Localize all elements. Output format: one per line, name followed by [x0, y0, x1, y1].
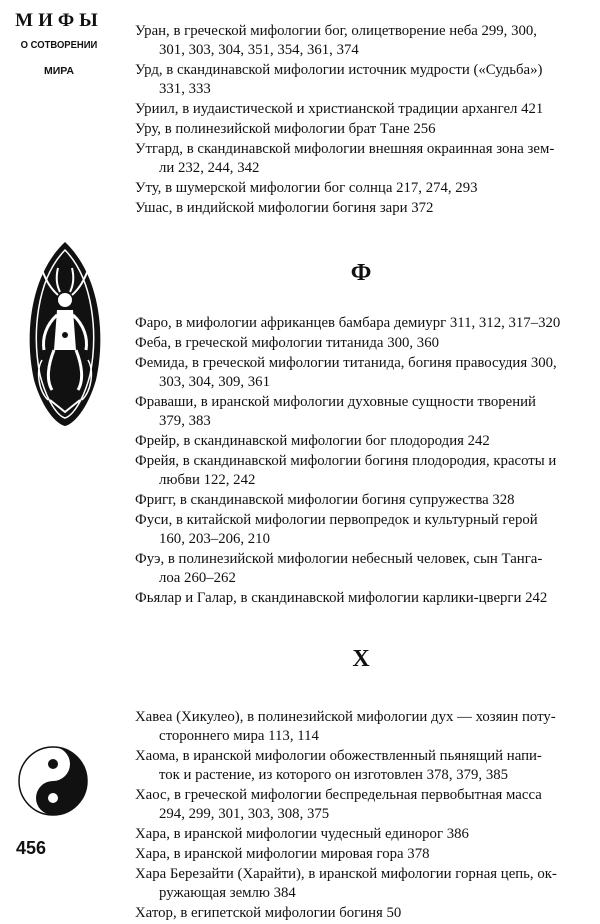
- index-entry: Фаро, в мифологии африканцев бамбара демиург 311, 312, 317–320: [135, 315, 561, 331]
- index-entry: Утгард, в скандинавской мифологии внешняя окраинная зона зем- ли 232, 244, 342: [135, 141, 555, 176]
- section-letter-f: Ф: [350, 260, 372, 286]
- index-entry: Хавеа (Хикулео), в полинезийской мифологии дух — хозяин поту- стороннего мира 113, 114: [135, 709, 556, 744]
- index-entry: Фемида, в греческой мифологии титанида, богиня правосудия 300, 303, 304, 309, 361: [135, 355, 557, 390]
- yin-yang-icon: [18, 746, 88, 816]
- sidebar: [0, 0, 120, 871]
- index-entry: Фуси, в китайской мифологии первопредок и культурный герой 160, 203–206, 210: [135, 512, 538, 547]
- horned-figure-emblem-icon: [22, 240, 108, 428]
- index-content: [135, 22, 587, 924]
- section-letter-kh: Х: [352, 646, 370, 672]
- index-entry: Урд, в скандинавской мифологии источник мудрости («Судьба») 331, 333: [135, 62, 543, 97]
- index-entry: Фьялар и Галар, в скандинавской мифологии карлики-цверги 242: [135, 590, 548, 606]
- index-section-kh: [135, 708, 587, 923]
- index-entry: Хаома, в иранской мифологии обожествленный пьянящий напи- ток и растение, из которого он изготовлен 378, 379, 385: [135, 748, 542, 783]
- index-entry: Хара, в иранской мифологии чудесный единорог 386: [135, 826, 469, 842]
- index-section-u: [135, 22, 587, 218]
- series-subtitle-2: МИРА: [44, 65, 74, 77]
- index-entry: Фригг, в скандинавской мифологии богиня супружества 328: [135, 492, 515, 508]
- index-entry: Хаос, в греческой мифологии беспредельная первобытная масса 294, 299, 301, 303, 308, 375: [135, 787, 542, 822]
- index-entry: Феба, в греческой мифологии титанида 300, 360: [135, 335, 439, 351]
- index-entry: Уру, в полинезийской мифологии брат Тане 256: [135, 121, 436, 137]
- index-entry: Хара Березайти (Харайти), в иранской мифологии горная цепь, ок- ружающая землю 384: [135, 866, 557, 901]
- index-entry: Фрейя, в скандинавской мифологии богиня плодородия, красоты и любви 122, 242: [135, 453, 557, 488]
- index-section-f: [135, 314, 587, 608]
- index-entry: Фуэ, в полинезийской мифологии небесный человек, сын Танга- лоа 260–262: [135, 551, 543, 586]
- index-entry: Хара, в иранской мифологии мировая гора 378: [135, 846, 430, 862]
- page-number: 456: [16, 838, 47, 858]
- index-entry: Уту, в шумерской мифологии бог солнца 217, 274, 293: [135, 180, 478, 196]
- index-entry: Фрейр, в скандинавской мифологии бог плодородия 242: [135, 433, 490, 449]
- index-entry: Уриил, в иудаистической и христианской традиции архангел 421: [135, 101, 544, 117]
- series-title: МИФЫ: [15, 10, 103, 31]
- index-entry: Ушас, в индийской мифологии богиня зари 372: [135, 200, 434, 216]
- index-entry: Хатор, в египетской мифологии богиня 50: [135, 905, 402, 921]
- index-entry: Уран, в греческой мифологии бог, олицетворение неба 299, 300, 301, 303, 304, 351, 354, 361, 374: [135, 23, 537, 58]
- index-entry: Фраваши, в иранской мифологии духовные сущности творений 379, 383: [135, 394, 536, 429]
- series-subtitle: О СОТВОРЕНИИ: [20, 39, 98, 51]
